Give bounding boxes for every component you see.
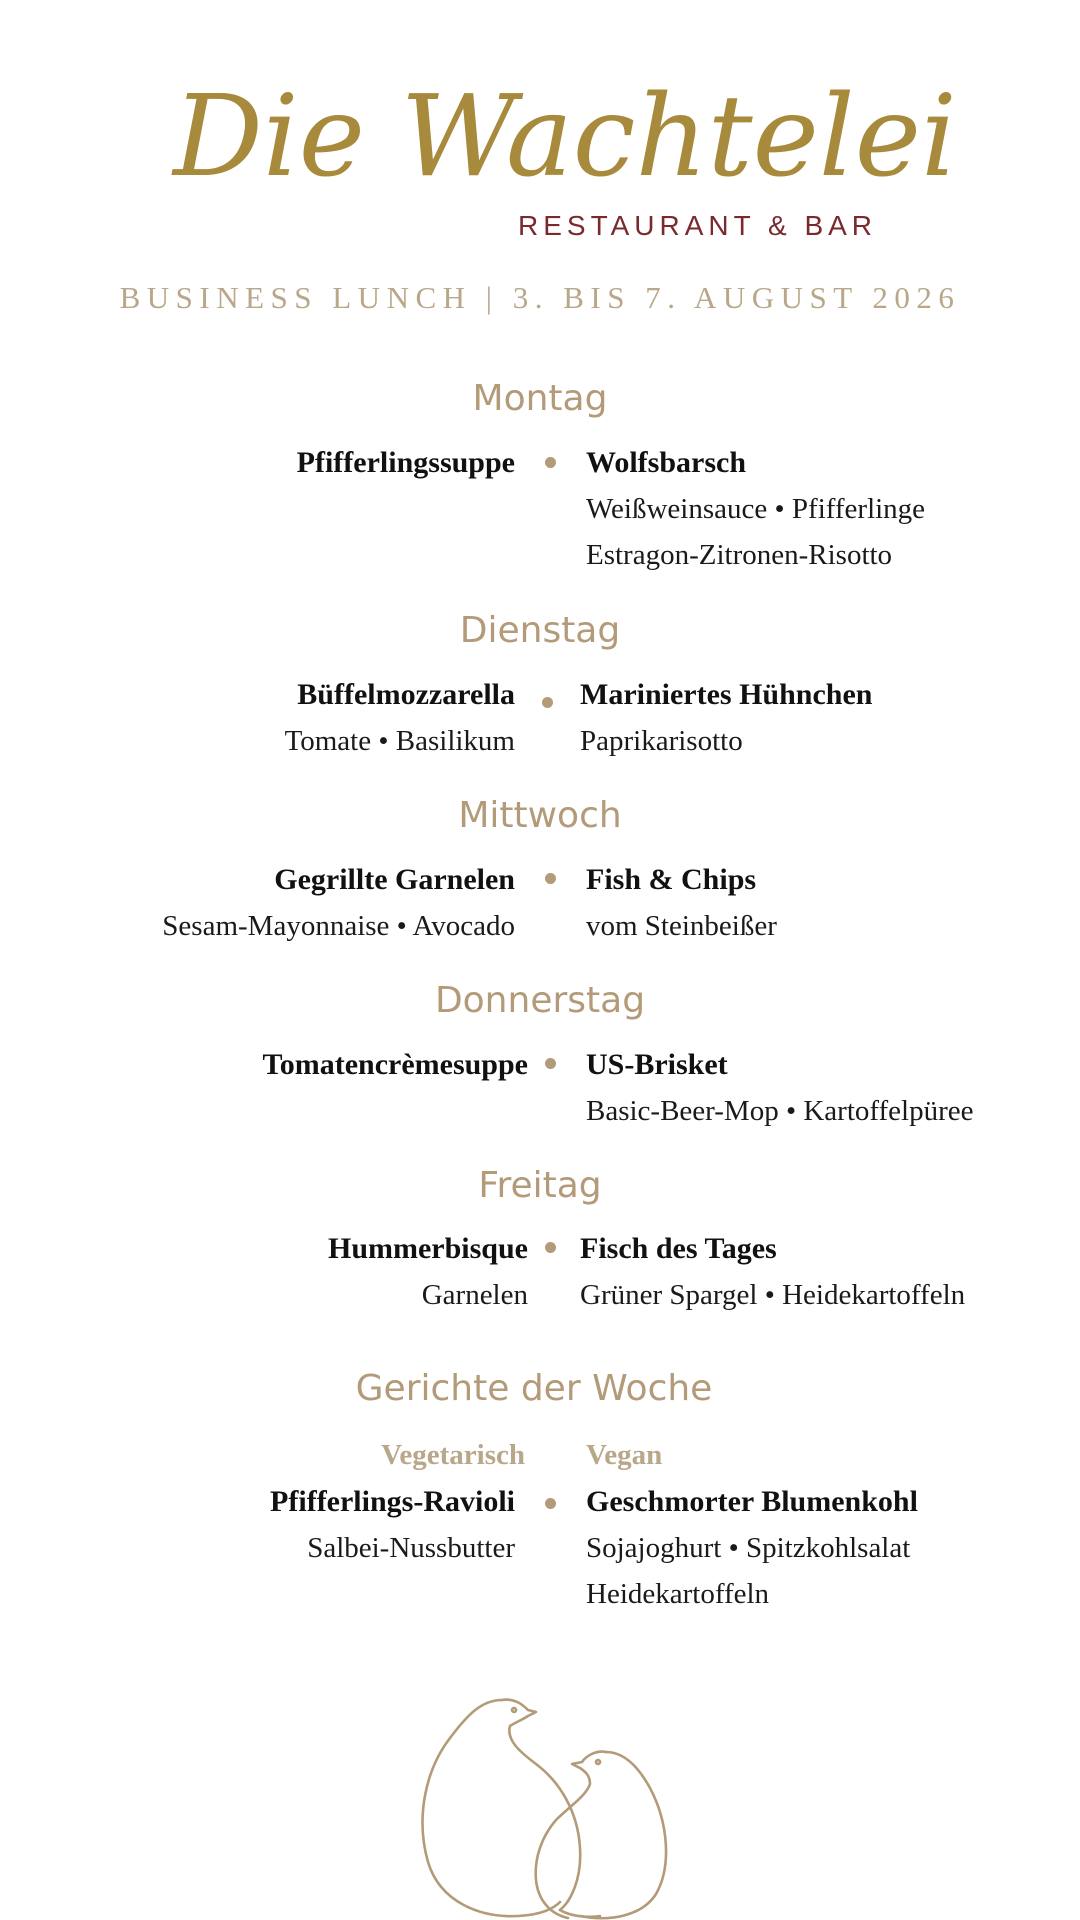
- day-heading-mittwoch: Mittwoch: [458, 795, 622, 836]
- main-detail-montag-1: Weißweinsauce • Pfifferlinge: [586, 493, 926, 525]
- weekly-left-detail-1: Salbei-Nussbutter: [307, 1532, 515, 1564]
- brand-script-name: Die Wachtelei: [173, 72, 957, 202]
- dot-separator-icon: [545, 873, 556, 884]
- dot-separator-icon: [545, 1058, 556, 1069]
- starter-title-mittwoch: Gegrillte Garnelen: [274, 863, 515, 896]
- main-title-donnerstag: US-Brisket: [586, 1048, 728, 1081]
- main-detail-donnerstag-1: Basic-Beer-Mop • Kartoffelpüree: [586, 1095, 974, 1127]
- day-heading-donnerstag: Donnerstag: [434, 980, 646, 1021]
- dot-separator-icon: [542, 697, 553, 708]
- starter-detail-freitag-1: Garnelen: [421, 1279, 528, 1311]
- weekly-right-detail-1: Sojajoghurt • Spitzkohlsalat: [586, 1532, 911, 1564]
- brand-subtitle: RESTAURANT & BAR: [518, 210, 878, 241]
- quail-birds-logo-icon: [410, 1680, 690, 1920]
- starter-title-freitag: Hummerbisque: [327, 1232, 528, 1265]
- weekly-right-title: Geschmorter Blumenkohl: [586, 1485, 918, 1518]
- starter-title-donnerstag: Tomatencrèmesuppe: [262, 1048, 528, 1081]
- main-detail-montag-2: Estragon-Zitronen-Risotto: [586, 539, 893, 571]
- weekly-right-detail-2: Heidekartoffeln: [586, 1578, 770, 1610]
- main-title-montag: Wolfsbarsch: [586, 446, 747, 479]
- main-title-freitag: Fisch des Tages: [580, 1232, 777, 1265]
- starter-detail-dienstag-1: Tomate • Basilikum: [284, 725, 515, 757]
- day-heading-freitag: Freitag: [478, 1165, 602, 1206]
- main-title-dienstag: Mariniertes Hühnchen: [580, 678, 873, 711]
- starter-title-montag: Pfifferlingssuppe: [296, 446, 515, 479]
- main-detail-mittwoch-1: vom Steinbeißer: [586, 910, 777, 942]
- weekly-left-title: Pfifferlings-Ravioli: [270, 1485, 515, 1518]
- main-detail-freitag-1: Grüner Spargel • Heidekartoffeln: [580, 1279, 966, 1311]
- menu-headline: BUSINESS LUNCH | 3. BIS 7. AUGUST 2026: [119, 280, 961, 315]
- weekly-category-vegan: Vegan: [586, 1439, 663, 1471]
- dot-separator-icon: [545, 1242, 556, 1253]
- main-detail-dienstag-1: Paprikarisotto: [580, 725, 743, 757]
- starter-detail-mittwoch-1: Sesam-Mayonnaise • Avocado: [162, 910, 515, 942]
- day-heading-dienstag: Dienstag: [459, 610, 621, 651]
- brand-logo-script: [0, 55, 1080, 215]
- weekly-category-vegetarisch: Vegetarisch: [381, 1439, 525, 1471]
- starter-title-dienstag: Büffelmozzarella: [297, 678, 515, 711]
- day-heading-montag: Montag: [472, 378, 608, 419]
- weekly-heading: Gerichte der Woche: [355, 1368, 713, 1409]
- dot-separator-icon: [545, 457, 556, 468]
- main-title-mittwoch: Fish & Chips: [586, 863, 757, 896]
- dot-separator-icon: [545, 1498, 556, 1509]
